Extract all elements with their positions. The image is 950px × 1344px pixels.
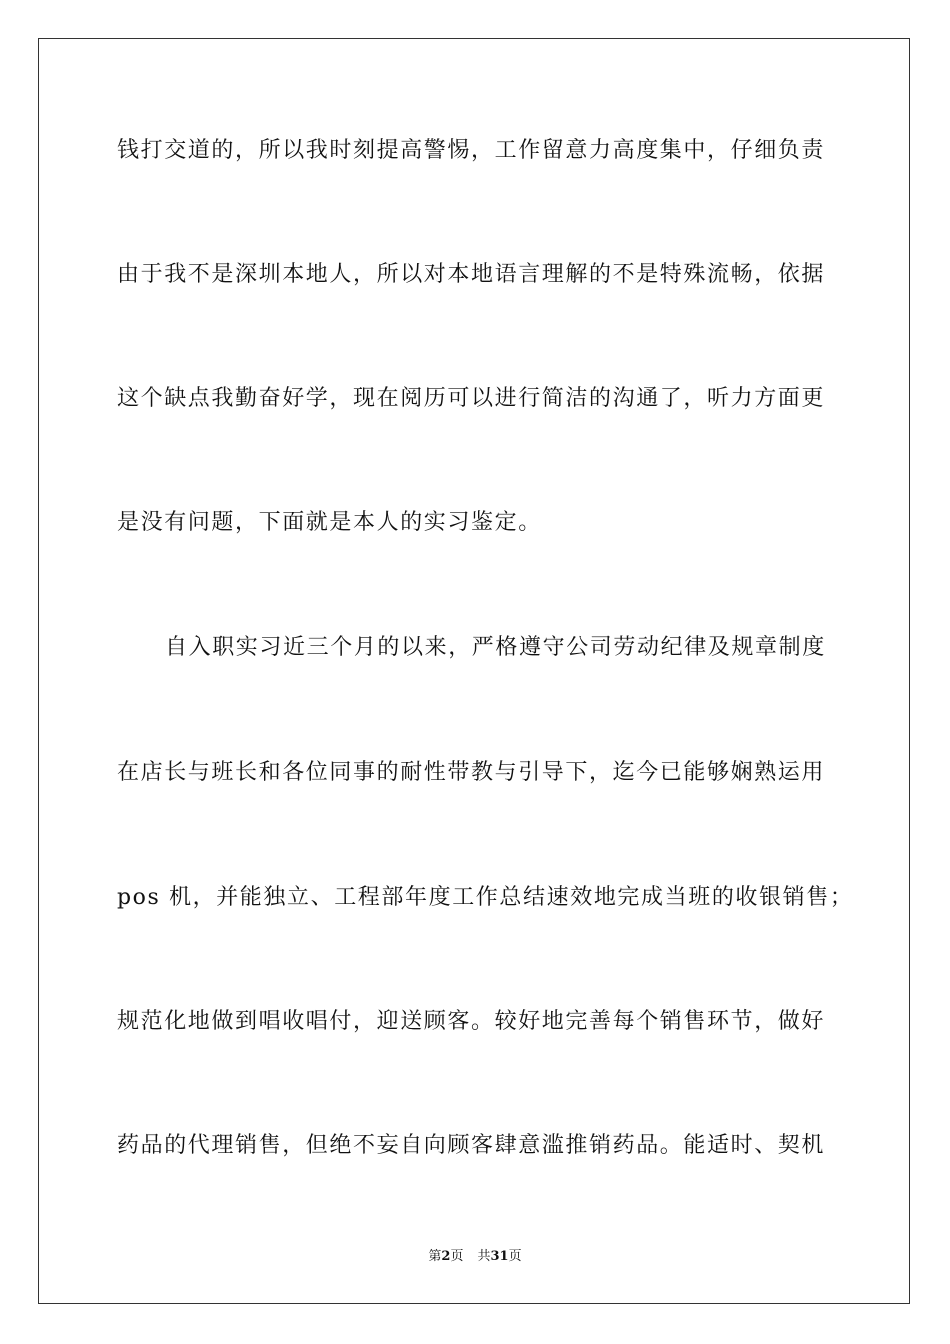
paragraph-line-8: 规范化地做到唱收唱付，迎送顾客。较好地完善每个销售环节，做好 [117,1009,826,1034]
paragraph-line-1: 钱打交道的，所以我时刻提高警惕，工作留意力高度集中，仔细负责 [117,138,826,163]
paragraph-line-3: 这个缺点我勤奋好学，现在阅历可以进行简洁的沟通了，听力方面更 [117,386,826,411]
paragraph-line-2: 由于我不是深圳本地人，所以对本地语言理解的不是特殊流畅，依据 [117,262,826,287]
paragraph-line-5: 自入职实习近三个月的以来，严格遵守公司劳动纪律及规章制度 [165,635,826,660]
paragraph-line-4: 是没有问题，下面就是本人的实习鉴定。 [117,510,542,535]
paragraph-line-6: 在店长与班长和各位同事的耐性带教与引导下，迄今已能够娴熟运用 [117,760,826,785]
paragraph-line-7: pos 机，并能独立、工程部年度工作总结速效地完成当班的收银销售； [117,885,854,910]
total-pages: 31 [490,1249,509,1264]
page-footer [0,1248,950,1266]
total-suffix: 页 [508,1249,522,1264]
page-suffix: 页 [450,1249,464,1264]
total-prefix: 共 [477,1249,491,1264]
page-prefix: 第 [428,1249,442,1264]
page-border [38,38,910,1304]
page-number: 2 [441,1249,451,1264]
paragraph-line-9: 药品的代理销售，但绝不妄自向顾客肆意滥推销药品。能适时、契机 [117,1133,826,1158]
